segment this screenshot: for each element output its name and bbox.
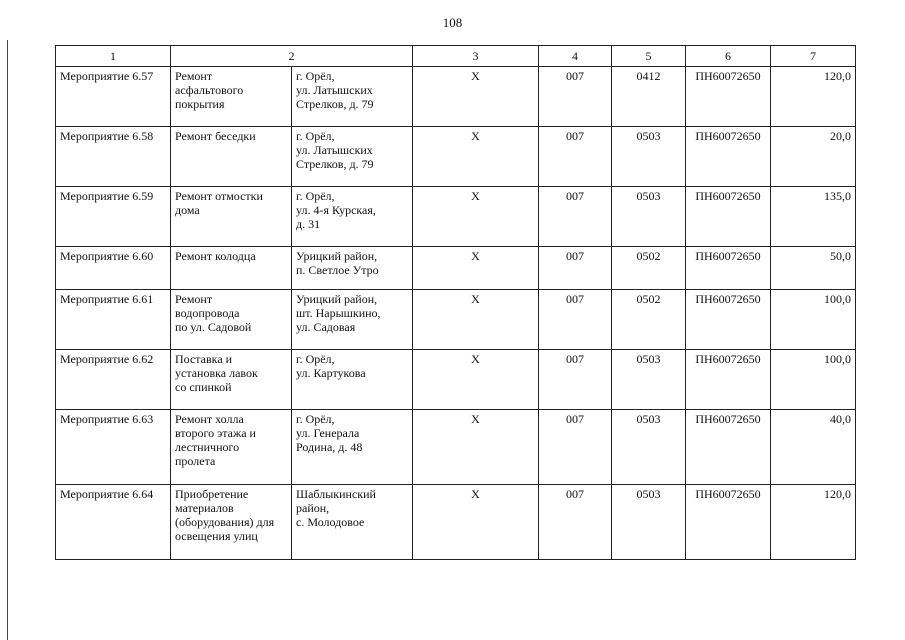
- address-cell: г. Орёл, ул. Латышских Стрелков, д. 79: [292, 127, 413, 187]
- address-cell: г. Орёл, ул. 4-я Курская, д. 31: [292, 187, 413, 247]
- event-cell: Мероприятие 6.62: [56, 350, 171, 410]
- table-row: [56, 247, 856, 290]
- column-5-cell: 0503: [612, 127, 686, 187]
- name-cell: Ремонт отмостки дома: [171, 187, 292, 247]
- column-6-cell: ПН60072650: [686, 67, 771, 127]
- column-5-cell: 0503: [612, 350, 686, 410]
- column-4-cell: 007: [539, 410, 612, 485]
- column-3-cell: Х: [413, 67, 539, 127]
- address-cell: Урицкий район, шт. Нарышкино, ул. Садовая: [292, 290, 413, 350]
- header-cell-4: 4: [539, 46, 612, 67]
- column-5-cell: 0503: [612, 187, 686, 247]
- table-row: [56, 350, 856, 410]
- column-3-cell: Х: [413, 350, 539, 410]
- column-3-cell: Х: [413, 485, 539, 560]
- event-cell: Мероприятие 6.63: [56, 410, 171, 485]
- column-3-cell: Х: [413, 187, 539, 247]
- table-row: [56, 410, 856, 485]
- amount-cell: 120,0: [771, 67, 856, 127]
- address-cell: Урицкий район, п. Светлое Утро: [292, 247, 413, 290]
- table-row: [56, 187, 856, 247]
- column-4-cell: 007: [539, 350, 612, 410]
- event-cell: Мероприятие 6.58: [56, 127, 171, 187]
- page-number: 108: [442, 15, 463, 30]
- budget-table: [55, 45, 856, 560]
- column-5-cell: 0502: [612, 290, 686, 350]
- column-6-cell: ПН60072650: [686, 247, 771, 290]
- header-cell-1: 1: [56, 46, 171, 67]
- column-6-cell: ПН60072650: [686, 350, 771, 410]
- name-cell: Ремонт водопровода по ул. Садовой: [171, 290, 292, 350]
- column-4-cell: 007: [539, 187, 612, 247]
- name-cell: Поставка и установка лавок со спинкой: [171, 350, 292, 410]
- column-3-cell: Х: [413, 290, 539, 350]
- amount-cell: 120,0: [771, 485, 856, 560]
- column-6-cell: ПН60072650: [686, 187, 771, 247]
- column-5-cell: 0503: [612, 485, 686, 560]
- amount-cell: 100,0: [771, 350, 856, 410]
- column-3-cell: Х: [413, 127, 539, 187]
- left-margin-rule: [7, 40, 8, 640]
- column-3-cell: Х: [413, 410, 539, 485]
- event-cell: Мероприятие 6.61: [56, 290, 171, 350]
- column-3-cell: Х: [413, 247, 539, 290]
- header-row: [56, 46, 856, 67]
- amount-cell: 135,0: [771, 187, 856, 247]
- column-4-cell: 007: [539, 290, 612, 350]
- column-6-cell: ПН60072650: [686, 410, 771, 485]
- table-row: [56, 290, 856, 350]
- amount-cell: 20,0: [771, 127, 856, 187]
- column-5-cell: 0412: [612, 67, 686, 127]
- amount-cell: 40,0: [771, 410, 856, 485]
- column-6-cell: ПН60072650: [686, 127, 771, 187]
- table-row: [56, 127, 856, 187]
- header-cell-3: 3: [413, 46, 539, 67]
- column-4-cell: 007: [539, 485, 612, 560]
- address-cell: г. Орёл, ул. Латышских Стрелков, д. 79: [292, 67, 413, 127]
- amount-cell: 50,0: [771, 247, 856, 290]
- amount-cell: 100,0: [771, 290, 856, 350]
- header-cell-2: 2: [171, 46, 413, 67]
- name-cell: Ремонт холла второго этажа и лестничного пролета: [171, 410, 292, 485]
- column-6-cell: ПН60072650: [686, 290, 771, 350]
- event-cell: Мероприятие 6.57: [56, 67, 171, 127]
- header-cell-7: 7: [771, 46, 856, 67]
- address-cell: г. Орёл, ул. Картукова: [292, 350, 413, 410]
- table-row: [56, 67, 856, 127]
- column-5-cell: 0503: [612, 410, 686, 485]
- address-cell: г. Орёл, ул. Генерала Родина, д. 48: [292, 410, 413, 485]
- header-cell-5: 5: [612, 46, 686, 67]
- event-cell: Мероприятие 6.59: [56, 187, 171, 247]
- column-4-cell: 007: [539, 127, 612, 187]
- table-row: [56, 485, 856, 560]
- name-cell: Приобретение материалов (оборудования) для освещения улиц: [171, 485, 292, 560]
- column-4-cell: 007: [539, 67, 612, 127]
- header-cell-6: 6: [686, 46, 771, 67]
- name-cell: Ремонт беседки: [171, 127, 292, 187]
- address-cell: Шаблыкинский район, с. Молодовое: [292, 485, 413, 560]
- column-6-cell: ПН60072650: [686, 485, 771, 560]
- column-5-cell: 0502: [612, 247, 686, 290]
- event-cell: Мероприятие 6.60: [56, 247, 171, 290]
- name-cell: Ремонт колодца: [171, 247, 292, 290]
- name-cell: Ремонт асфальтового покрытия: [171, 67, 292, 127]
- column-4-cell: 007: [539, 247, 612, 290]
- event-cell: Мероприятие 6.64: [56, 485, 171, 560]
